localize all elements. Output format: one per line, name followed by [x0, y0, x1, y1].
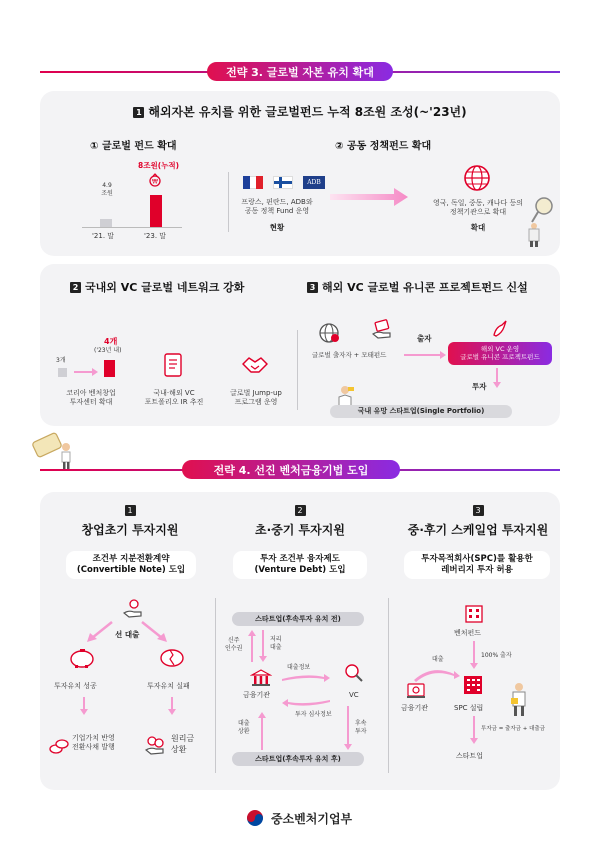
money-bag-icon	[148, 173, 162, 187]
fund-bar-chart	[82, 152, 202, 247]
col2-pill: 투자 조건부 융자제도 (Venture Debt) 도입	[233, 551, 367, 579]
current-funds-text: 프랑스, 핀란드, ADB와 공동 정책 Fund 운영	[241, 198, 313, 216]
sub1-title: ① 글로벌 펀드 확대	[90, 141, 177, 152]
bar-label-2021: 4.9 조원	[101, 182, 113, 197]
col1-title: 창업초기 투자지원	[81, 523, 179, 537]
col3-pill: 투자목적회사(SPC)를 활용한 레버리지 투자 허용	[404, 551, 550, 579]
section1-heading	[40, 103, 560, 120]
item-korea-center: 코리아 벤처창업 투자센터 확대	[66, 389, 116, 407]
venture-fund-building-icon	[463, 602, 485, 624]
ministry-name: 중소벤처기업부	[271, 811, 353, 826]
success-label: 투자유치 성공	[54, 682, 97, 690]
item-ir: 국내·해외 VC 포트폴리오 IR 추진	[144, 389, 204, 407]
repay-label: 대출 상환	[238, 720, 250, 735]
follow-invest-label: 후속 투자	[355, 720, 367, 735]
coins-icon	[48, 737, 70, 755]
section2-heading	[70, 279, 244, 295]
center-arrow-icon	[74, 367, 98, 377]
finland-flag-icon	[273, 176, 293, 189]
loan-label: 선 대출	[115, 630, 140, 639]
sub2-title: ② 공동 정책펀드 확대	[335, 141, 432, 152]
col1-number: 1	[125, 505, 136, 516]
loan-arc-arrow-icon	[412, 664, 460, 682]
success-down-arrow-icon	[79, 697, 89, 715]
adb-logo-icon: ADB	[303, 176, 325, 189]
bank-label: 금융기관	[243, 691, 271, 699]
strategy4-banner	[182, 460, 400, 479]
center-bar-from	[58, 368, 67, 377]
venture-fund-label: 벤처펀드	[454, 629, 482, 637]
piggy-bank-icon	[68, 647, 96, 669]
bar-axis	[82, 227, 182, 228]
x-label-2021: '21. 말	[92, 232, 115, 240]
bar-2023	[150, 195, 162, 227]
current-label: 현황	[269, 223, 285, 232]
col1-pill: 조건부 지분전환계약 (Convertible Note) 도입	[66, 551, 196, 579]
new-stock-label: 신주 인수권	[225, 637, 243, 652]
section2-title: 국내외 VC 글로벌 네트워크 강화	[85, 281, 245, 294]
invest-label: 출자	[417, 334, 432, 343]
divider-col1	[215, 598, 216, 773]
investor-globe-icon	[318, 322, 340, 344]
section2-number: 2	[70, 282, 81, 293]
low-loan-label: 저리 대출	[270, 636, 282, 651]
business-person-icon	[508, 682, 530, 718]
bar-label-2023: 8조원(누적)	[138, 161, 180, 170]
document-icon	[162, 352, 184, 378]
ministry-emblem-icon	[245, 808, 265, 828]
item-jumpup: 글로벌 Jump-up 프로그램 운영	[230, 389, 282, 407]
col2-number: 2	[295, 505, 306, 516]
section1-number: 1	[133, 107, 144, 118]
fail-down-arrow-icon	[167, 697, 177, 715]
section3-title: 해외 VC 글로벌 유니콘 프로젝트펀드 신설	[322, 281, 528, 294]
invest2-label: 투자	[472, 382, 487, 391]
globe-icon	[462, 163, 492, 193]
full-invest-down-arrow-icon	[470, 641, 478, 669]
startup-after-box: 스타트업(후속투자 유치 후)	[232, 752, 364, 766]
follow-down-arrow-icon	[344, 706, 352, 750]
success-result: 기업가치 반영 전환사채 발행	[72, 734, 115, 752]
repay-up-arrow-icon	[258, 712, 266, 750]
ministry-footer	[245, 808, 352, 828]
section1-title: 해외자본 유치를 위한 글로벌펀드 누적 8조원 조성(~'23년)	[148, 105, 467, 119]
col2-number-wrap	[240, 505, 360, 516]
startup-box: 국내 유망 스타트업(Single Portfolio)	[330, 405, 512, 418]
loan-info-arrow-icon	[282, 673, 330, 683]
col2-title: 초·중기 투자지원	[255, 523, 345, 537]
col3-title: 중·후기 스케일업 투자지원	[407, 523, 549, 537]
strategy4-title: 전략 4. 선진 벤처금융기법 도입	[213, 463, 369, 477]
bank-label-col3: 금융기관	[401, 704, 429, 712]
vc-label: VC	[349, 691, 359, 699]
spc-building-icon	[461, 674, 485, 696]
col3-number: 3	[473, 505, 484, 516]
invest2-arrow-icon	[492, 368, 502, 388]
fail-label: 투자유치 실패	[147, 682, 190, 690]
repay-hand-icon	[144, 734, 166, 756]
section3-heading	[307, 279, 528, 295]
spc-label: SPC 설립	[454, 704, 484, 712]
invest-arrow-icon	[404, 350, 446, 360]
handshake-icon	[241, 354, 269, 376]
divider-col2	[388, 598, 389, 773]
expand-arrow-icon	[330, 186, 410, 208]
vc-magnifier-icon	[343, 662, 365, 684]
invest-formula: 투자금 = 출자금 + 대출금	[481, 726, 546, 732]
startup-down-arrow-icon	[470, 716, 478, 744]
expand-label: 확대	[470, 223, 486, 232]
expand-text: 영국, 독일, 중동, 캐나다 등의 정책기관으로 확대	[433, 199, 523, 217]
center-count-to: 4개	[104, 337, 118, 346]
center-bar-to	[104, 360, 115, 377]
review-label: 투자 심사정보	[295, 711, 332, 718]
divider-section2	[297, 330, 298, 410]
fail-result: 원리금 상환	[171, 734, 195, 754]
bar-2021	[100, 219, 112, 227]
unicorn-icon	[490, 319, 510, 339]
col1-number-wrap	[70, 505, 190, 516]
bank-building-icon	[250, 668, 272, 688]
investors-text: 글로벌 출자자 + 모태펀드	[312, 351, 387, 359]
center-count-from: 3개	[56, 357, 66, 364]
loan-info-label: 대출정보	[287, 664, 311, 671]
stock-up-arrow-icon	[248, 630, 256, 662]
fail-arrow-icon	[140, 620, 170, 644]
strategy3-banner	[207, 62, 393, 81]
success-arrow-icon	[84, 620, 114, 644]
loan-hand-icon	[122, 598, 144, 620]
startup-label-col3: 스타트업	[456, 752, 484, 760]
loan-down-arrow-icon	[259, 630, 267, 662]
scroll-person-icon	[28, 429, 74, 471]
bank-person-icon	[406, 681, 428, 701]
strategy3-title: 전략 3. 글로벌 자본 유치 확대	[226, 65, 374, 79]
startup-before-box: 스타트업(후속투자 유치 전)	[232, 612, 364, 626]
loan-label-col3: 대출	[432, 656, 444, 663]
x-label-2023: '23. 말	[144, 232, 167, 240]
france-flag-icon	[243, 176, 263, 189]
unicorn-fund-box: 해외 VC 운영 글로벌 유니콘 프로젝트펀드	[448, 342, 552, 365]
svg-text:₩: ₩	[152, 178, 158, 186]
full-invest-label: 100% 출자	[481, 652, 512, 659]
broken-piggy-icon	[158, 645, 186, 669]
center-count-to-sub: ('23년 내)	[94, 347, 122, 354]
review-arrow-icon	[282, 699, 330, 709]
partner-flags	[243, 176, 325, 189]
col3-number-wrap	[418, 505, 538, 516]
section3-number: 3	[307, 282, 318, 293]
divider-sub1	[228, 172, 229, 232]
money-hand-icon	[370, 318, 394, 342]
